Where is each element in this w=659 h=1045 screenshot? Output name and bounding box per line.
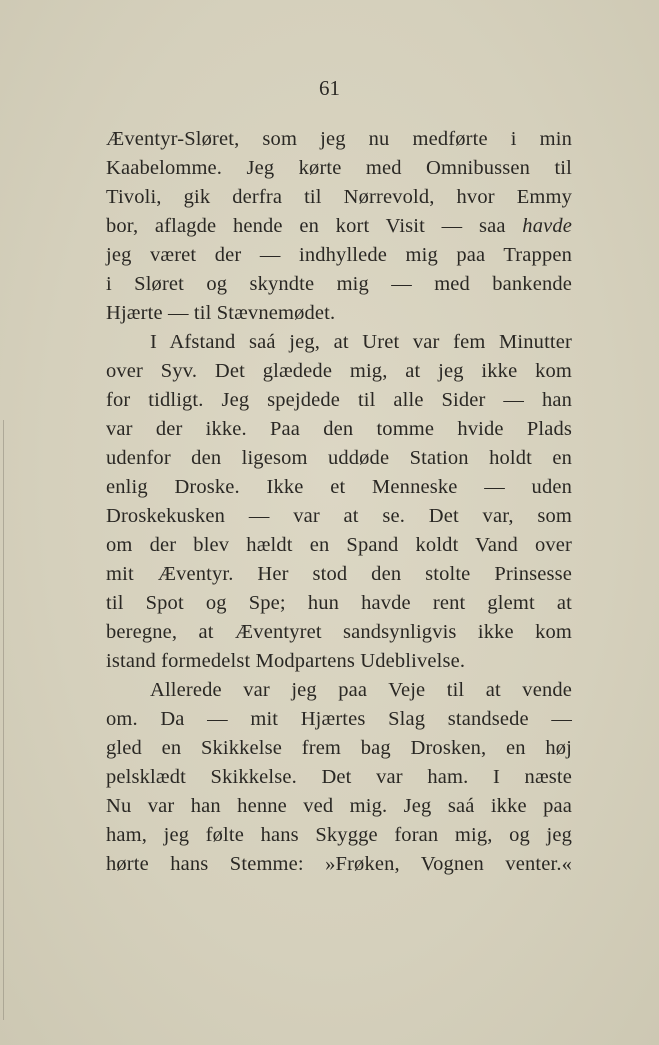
text-line: til Spot og Spe; hun havde rent glemt at: [106, 592, 572, 614]
text-line: jeg været der — indhyllede mig paa Trappen: [106, 244, 572, 266]
text-line: istand formedelst Modpartens Udeblivelse.: [106, 650, 466, 672]
text-line: beregne, at Æventyret sandsynligvis ikke kom: [106, 621, 572, 643]
text-line: om der blev hældt en Spand koldt Vand over: [106, 534, 572, 556]
text-line: Tivoli, gik derfra til Nørrevold, hvor Emmy: [106, 186, 572, 208]
page-edge-shadow: [3, 420, 4, 1020]
text-line: ham, jeg følte hans Skygge foran mig, og jeg: [106, 824, 572, 846]
text-line: bor, aflagde hende en kort Visit — saa havde: [106, 215, 572, 237]
text-line: mit Æventyr. Her stod den stolte Prinsesse: [106, 563, 572, 585]
text-line: hørte hans Stemme: »Frøken, Vognen venter.«: [106, 853, 572, 875]
text-line: Nu var han henne ved mig. Jeg saá ikke paa: [106, 795, 572, 817]
text-line: Kaabelomme. Jeg kørte med Omnibussen til: [106, 157, 572, 179]
text-line: I Afstand saá jeg, at Uret var fem Minutter: [150, 331, 572, 353]
text-line: var der ikke. Paa den tomme hvide Plads: [106, 418, 572, 440]
text-line: enlig Droske. Ikke et Menneske — uden: [106, 476, 572, 498]
emphasis: havde: [522, 215, 572, 237]
page-number: 61: [319, 76, 340, 100]
text-line: gled en Skikkelse frem bag Drosken, en høj: [106, 737, 572, 759]
text-line: i Sløret og skyndte mig — med bankende: [106, 273, 572, 295]
text-line: udenfor den ligesom uddøde Station holdt en: [106, 447, 572, 469]
text-line: om. Da — mit Hjærtes Slag standsede —: [106, 708, 572, 730]
body-text: [106, 125, 572, 879]
text-line: for tidligt. Jeg spejdede til alle Sider — han: [106, 389, 572, 411]
text-line: Allerede var jeg paa Veje til at vende: [150, 679, 572, 701]
text-line: Hjærte — til Stævnemødet.: [106, 302, 336, 324]
text-line: pelsklædt Skikkelse. Det var ham. I næste: [106, 766, 572, 788]
text-line: Droskekusken — var at se. Det var, som: [106, 505, 572, 527]
text-line: over Syv. Det glædede mig, at jeg ikke kom: [106, 360, 572, 382]
text-line: Æventyr-Sløret, som jeg nu medførte i min: [106, 128, 572, 150]
